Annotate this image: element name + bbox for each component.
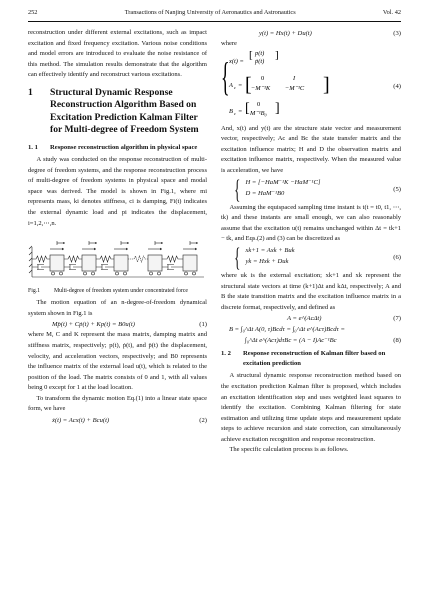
equation-1-body: Mp̈(t) + Cṗ(t) + Kp(t) = B0u(t) — [52, 321, 135, 329]
svg-text:[: [ — [249, 49, 253, 61]
equation-5-line-2: D = HaM⁻¹B0 — [245, 189, 285, 197]
svg-text:A: A — [229, 81, 233, 89]
equation-6-line-2: yk = Hxk + Duk — [245, 257, 289, 265]
equation-1 — [28, 319, 207, 330]
paragraph-matrices: where M, C and K represent the mass matrix, damping matrix and stiffness matrix, respectively; p(t), ṗ(t), and p̈(t) the displacement, velocity, and acceleration vectors, respectively; and B0 represents the influence matrix of the external load u(t), which is related to the position of the load. The matrix consists of 0 and 1, with all values being 0 except for 1 at the load location. — [28, 331, 207, 392]
caption-text: Multi-degree of freedom system under concentrated force — [54, 288, 188, 295]
mdof-system-diagram — [28, 233, 207, 285]
section-1-heading — [28, 87, 207, 137]
paragraph-state-space: To transform the dynamic motion Eq.(1) into a linear state space form, we have — [28, 394, 207, 413]
paragraph-model: A study was conducted on the response reconstruction of multi-degree of freedom systems, and the response reconstruction process of multi-degree of freedom systems in physical space and modal space was derived. The model is shown in Fig.1, where mi represents mass, ki denotes stiffness, ci is damping, Fi(t) indicates the external dynamic load and pi indicates the displacement, i=1,2,⋯,n. — [28, 155, 207, 227]
svg-text:[: [ — [245, 100, 250, 116]
equation-8-body-2: ∫₀^Δt e^(Acτ)dτBc = (A − I)Ac⁻¹Bc — [245, 337, 337, 345]
equation-3-number: (3) — [393, 30, 401, 37]
left-column — [28, 28, 207, 426]
equation-2-number: (2) — [199, 417, 207, 425]
equation-8-line-2 — [221, 335, 401, 346]
equation-3 — [221, 28, 401, 39]
svg-text:]: ] — [323, 73, 330, 96]
equation-5-number: (5) — [393, 186, 401, 194]
equation-8-number: (8) — [393, 337, 401, 345]
where-label: where — [221, 40, 237, 47]
header-rule — [28, 21, 401, 22]
equation-8-body-1: B = ∫₀^Δt A(0, τ)Bcdτ = ∫₀^Δt e^(Acτ)Bcdτ = — [229, 326, 345, 334]
paragraph-method: A structural dynamic response reconstruction method based on the excitation prediction Kalman filter is proposed, which includes an excitation identification step and uses weighted least squares to identify the excitation. Combining Kalman filtering for state estimation and utilizing time update steps and measurement update steps to achieve recursion and state correction, can simultaneously achieve excitation recognition and response reconstruction. — [221, 372, 401, 443]
equation-6: { xk+1 = Axk + Buk yk = Hxk + Duk (6) — [234, 242, 401, 272]
section-title: Structural Dynamic Response Reconstruction Algorithm Based on Excitation Prediction Kalman Filter for Multi-degree of Freedom System — [50, 86, 199, 136]
subsection-number: 1. 2 — [221, 350, 231, 358]
subsection-1-1-heading — [28, 143, 207, 153]
subsection-number: 1. 1 — [28, 143, 38, 151]
page-number: 252 — [28, 9, 38, 16]
equation-7-number: (7) — [393, 315, 401, 323]
svg-text:]: ] — [275, 49, 279, 61]
volume: Vol. 42 — [382, 9, 401, 16]
equation-3-body: y(t) = Hx(t) + Du(t) — [259, 30, 312, 37]
figure-1-caption — [28, 287, 207, 295]
svg-text:p(t): p(t) — [255, 49, 265, 57]
paragraph-state-vectors: And, x(t) and y(t) are the structure state vector and measurement vector, respectively; Ac and Bc the state transfer matrix and the excitation influence matrix; H and D the observation matrix and excitation influence matrix, respectively. When the measured value is acceleration, we have — [221, 124, 401, 174]
equation-4-body — [221, 50, 371, 124]
subsection-1-2-heading — [221, 349, 401, 369]
svg-text:{: { — [221, 53, 230, 99]
svg-text:ṗ(t): ṗ(t) — [255, 57, 265, 65]
equation-4 — [221, 50, 401, 124]
svg-text:c: c — [234, 84, 236, 90]
svg-text:I: I — [293, 74, 296, 82]
svg-text:=: = — [238, 81, 243, 89]
paragraph-motion: The motion equation of an n-degree-of-freedom dynamical system shown in Fig.1 is — [28, 299, 207, 317]
equation-4-number: (4) — [393, 83, 401, 91]
svg-text:B: B — [229, 107, 233, 115]
equation-6-number: (6) — [393, 254, 401, 262]
svg-text:=: = — [238, 107, 243, 115]
running-header — [28, 9, 401, 19]
paragraph-definitions: where uk is the external excitation; xk+1 and xk represent the structural state vectors at time (k+1)Δt and kΔt, respectively; A and B the state transition matrix and the excitation influence matrix in a discrete format, respectively, and defined as — [221, 271, 401, 311]
svg-text:c: c — [234, 110, 236, 116]
subsection-title: Response reconstruction algorithm in physical space — [50, 143, 198, 151]
subsection-title: Response reconstruction of Kalman filter based on excitation prediction — [243, 350, 386, 368]
figure-label: Fig.1 — [28, 288, 41, 295]
svg-text:M⁻¹B₀: M⁻¹B₀ — [250, 109, 267, 117]
figure-1 — [28, 233, 207, 285]
journal-name: Transactions of Nanjing University of Aeronautics and Astronautics — [124, 9, 296, 16]
equation-6-line-1: xk+1 = Axk + Buk — [245, 246, 295, 254]
equation-8-line-1 — [221, 324, 401, 335]
svg-text:0: 0 — [257, 100, 261, 108]
svg-text:−M⁻¹K: −M⁻¹K — [251, 84, 271, 92]
section-number: 1 — [28, 86, 33, 98]
svg-text:]: ] — [275, 100, 280, 116]
equation-2-body: ẋ(t) = Acx(t) + Bcu(t) — [52, 417, 110, 425]
equation-1-number: (1) — [199, 321, 207, 329]
equation-5: { H = [−HaM⁻¹K −HaM⁻¹C] D = HaM⁻¹B0 (5) — [234, 174, 401, 204]
equation-7 — [221, 313, 401, 324]
paragraph-discretization: Assuming the equispaced sampling time instant is t(t = t0, t1, ⋯, tk) and these instants are small enough, we can also reasonably assume that the excitation u(t) remains unchanged within Δt = tk+1 − tk, and Eqs.(2) and (3) can be discretized as — [221, 203, 401, 243]
paragraph-intro: reconstruction under different external excitations, such as impact excitation and fixed frequency excitation. Various noise conditions and model errors are introduced to evaluate the noise resistance of this method. The simulation results demonstrate that the algorithm can effectively identify and reconstruct various excitations. — [28, 29, 207, 79]
equation-2 — [28, 415, 207, 426]
svg-text:−M⁻¹C: −M⁻¹C — [285, 84, 305, 92]
equation-7-body: A = e^(AcΔt) — [287, 315, 322, 323]
svg-text:0: 0 — [261, 74, 265, 82]
paragraph-process: The specific calculation process is as follows. — [229, 446, 349, 454]
right-column — [221, 28, 401, 456]
equation-5-line-1: H = [−HaM⁻¹K −HaM⁻¹C] — [245, 178, 321, 186]
svg-text:x(t) =: x(t) = — [229, 57, 244, 65]
svg-text:[: [ — [245, 73, 252, 96]
